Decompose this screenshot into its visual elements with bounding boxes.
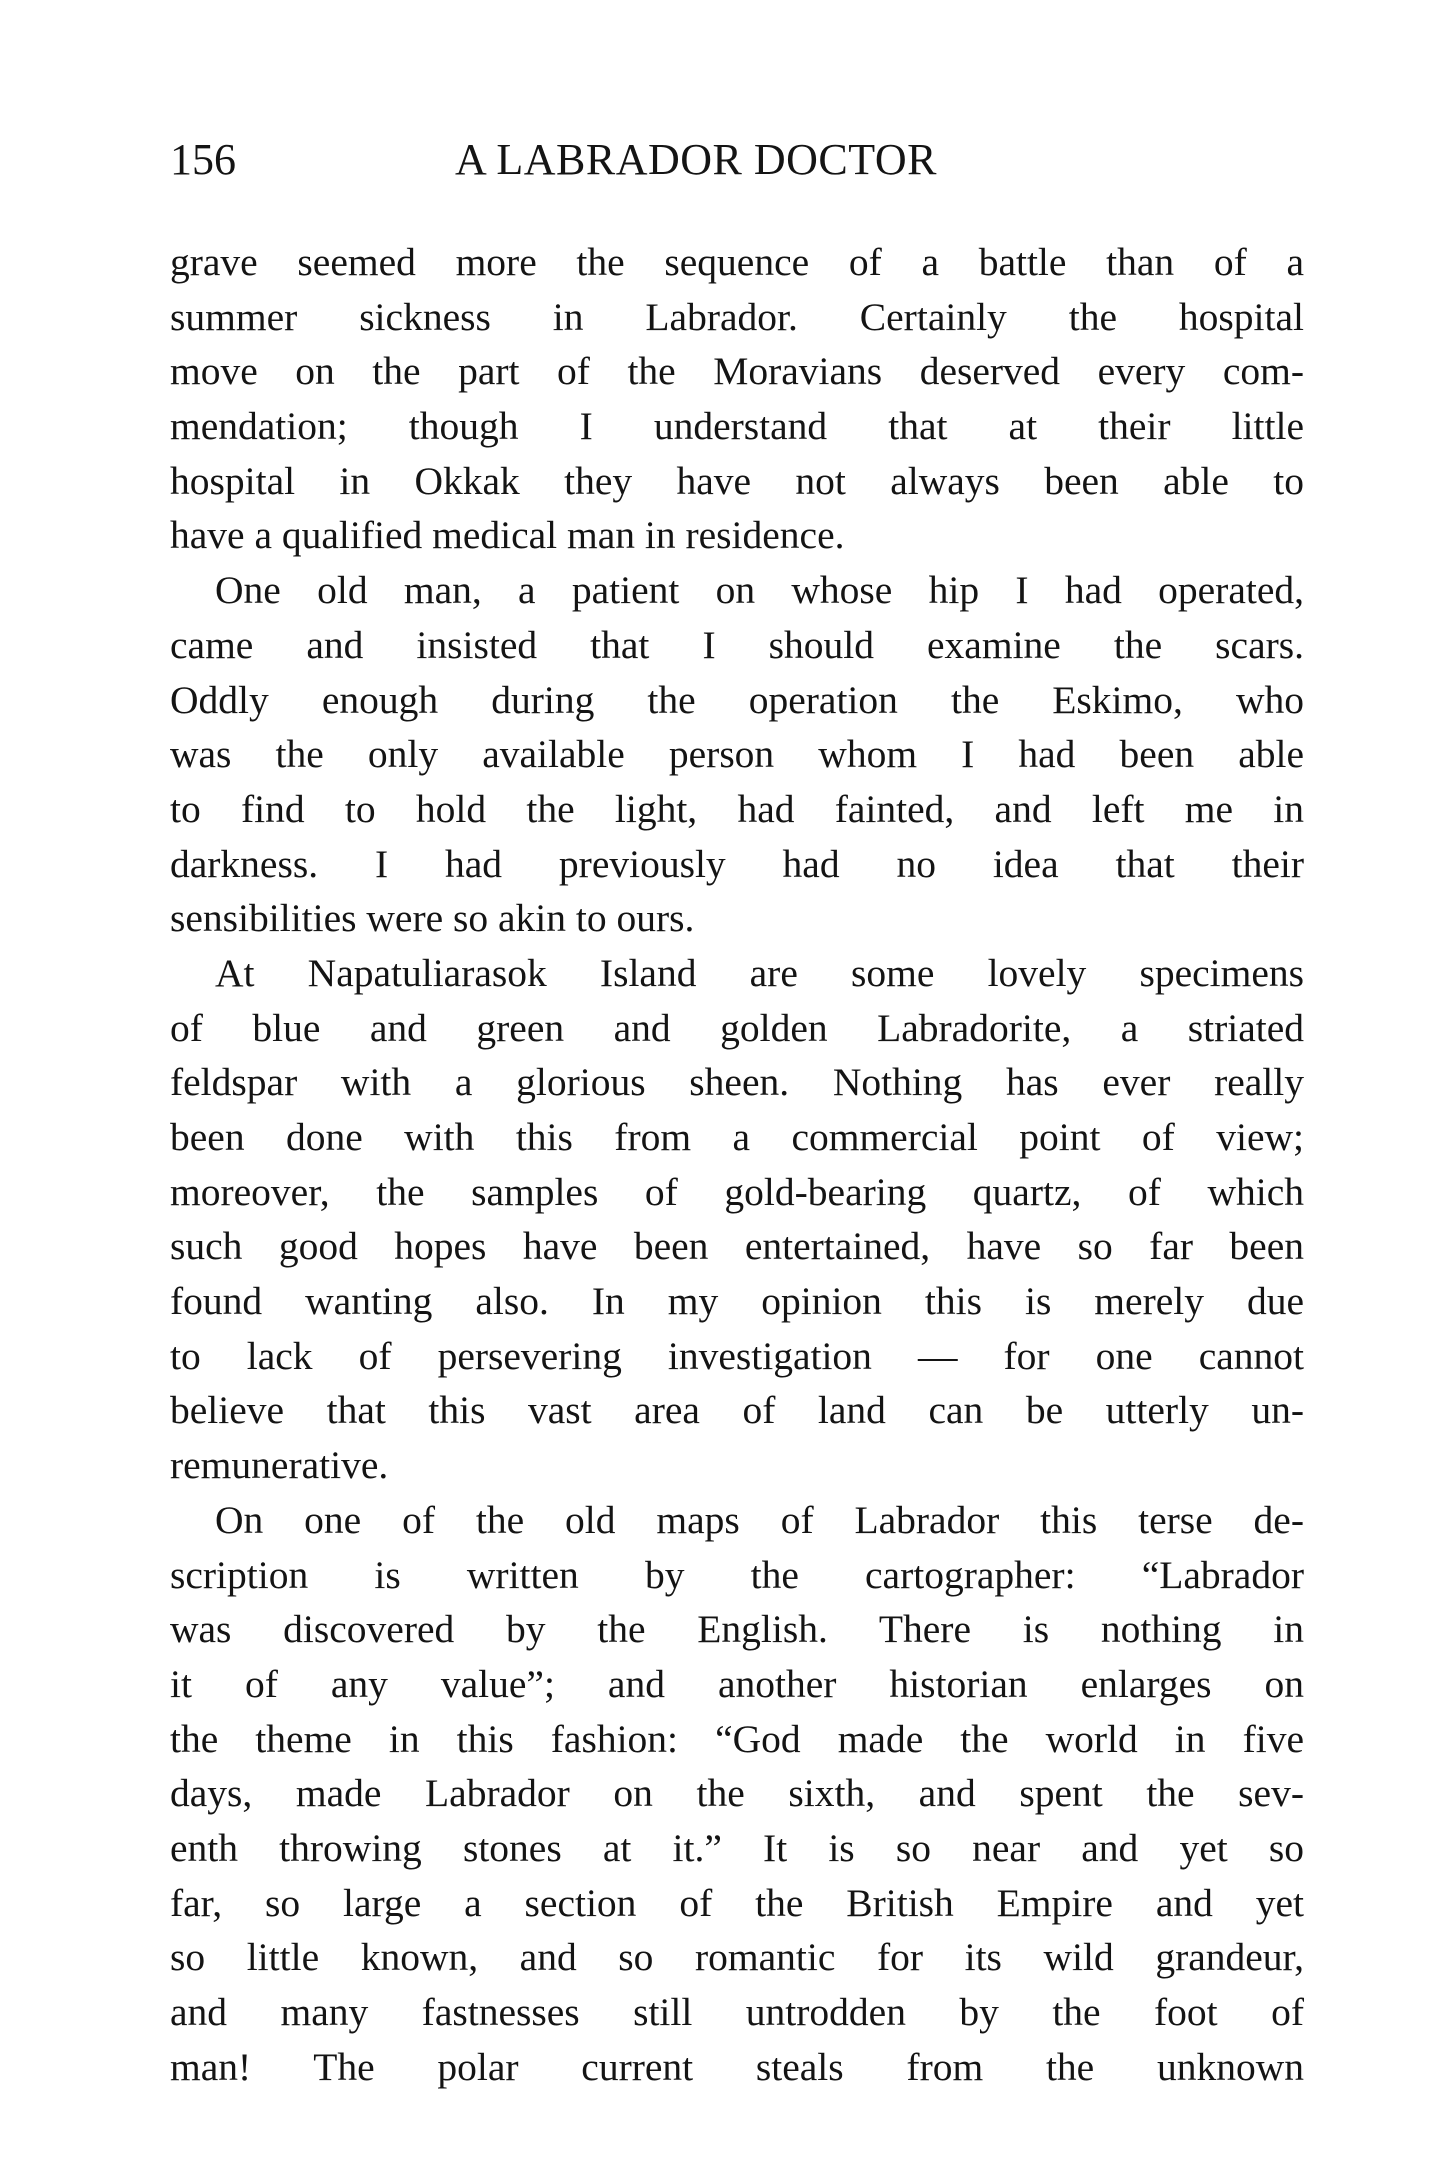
text-line: sensibilities were so akin to ours. [170,896,695,941]
text-line: have a qualified medical man in residence. [170,513,845,558]
text-line: believe that this vast area of land can be utterly un- [170,1388,1304,1433]
text-line: Oddly enough during the operation the Eskimo, who [170,677,1304,722]
text-line: At Napatuliarasok Island are some lovely specimens [215,950,1304,995]
paragraph-1 [170,235,1304,563]
text-line: scription is written by the cartographer: “Labrador [170,1552,1304,1597]
text-line: the theme in this fashion: “God made the world in five [170,1716,1304,1761]
text-line: was the only available person whom I had been able [170,732,1304,777]
text-line: summer sickness in Labrador. Certainly the hospital [170,294,1304,339]
text-line: to lack of persevering investigation — for one cannot [170,1333,1304,1378]
text-line: hospital in Okkak they have not always been able to [170,458,1304,503]
paragraph-2 [170,563,1304,946]
text-line: grave seemed more the sequence of a battle than of a [170,240,1304,284]
text-line: moreover, the samples of gold-bearing quartz, of which [170,1169,1304,1214]
text-line: One old man, a patient on whose hip I had operated, [215,568,1304,613]
text-line: found wanting also. In my opinion this is merely due [170,1279,1304,1324]
running-title: A LABRADOR DOCTOR [455,135,937,184]
text-line: far, so large a section of the British Empire and yet [170,1880,1304,1925]
paragraph-4 [170,1493,1304,2095]
page-number: 156 [170,135,236,184]
text-line: darkness. I had previously had no idea that their [170,841,1304,886]
paragraph-3 [170,946,1304,1493]
text-line: feldspar with a glorious sheen. Nothing has ever really [170,1060,1304,1105]
text-line: and many fastnesses still untrodden by the foot of [170,1990,1304,2034]
text-line: mendation; though I understand that at their little [170,404,1304,449]
text-line: On one of the old maps of Labrador this terse de- [215,1497,1304,1542]
text-line: move on the part of the Moravians deserved every com- [170,349,1304,394]
text-line: was discovered by the English. There is nothing in [170,1607,1304,1652]
text-line: of blue and green and golden Labradorite, a striated [170,1005,1304,1050]
text-line: to find to hold the light, had fainted, and left me in [170,786,1304,831]
text-line: been done with this from a commercial point of view; [170,1115,1304,1159]
running-header [170,130,1304,190]
text-line: man! The polar current steals from the unknown [170,2044,1304,2089]
text-line: remunerative. [170,1443,389,1488]
body-text [170,235,1304,2094]
text-line: such good hopes have been entertained, have so far been [170,1224,1304,1269]
text-line: it of any value”; and another historian enlarges on [170,1661,1304,1706]
text-line: enth throwing stones at it.” It is so near and yet so [170,1825,1304,1870]
text-line: came and insisted that I should examine the scars. [170,622,1304,667]
text-line: days, made Labrador on the sixth, and spent the sev- [170,1771,1304,1816]
text-line: so little known, and so romantic for its wild grandeur, [170,1935,1304,1980]
